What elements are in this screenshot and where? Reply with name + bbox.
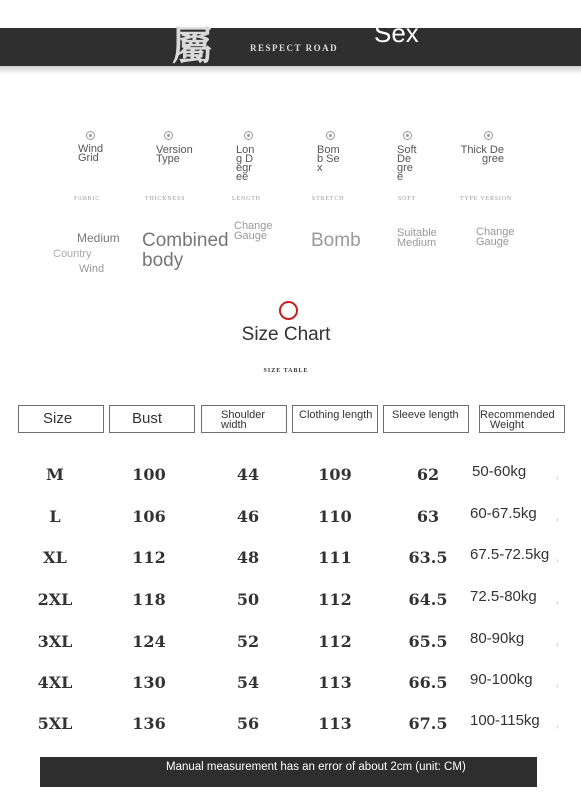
brand-logo-glyph: 屬 <box>172 22 212 69</box>
attribute-label: Wind Grid <box>78 143 104 164</box>
cell-clothing-length: 112 <box>318 590 352 609</box>
chevron-right-icon: › <box>556 640 559 649</box>
cell-shoulder: 46 <box>236 507 260 526</box>
attribute-alt-value: Country <box>53 248 92 260</box>
column-header-shoulder: Shoulder width <box>201 405 287 433</box>
measurement-note: Manual measurement has an error of about 2cm (unit: CM) <box>40 757 537 787</box>
attribute-label: Bomb Sex <box>317 144 340 174</box>
radio-dot-icon <box>164 131 173 140</box>
radio-dot-icon <box>403 131 412 140</box>
column-header-clothing-length: Clothing length <box>292 405 378 433</box>
header-shadow <box>0 66 581 74</box>
chevron-right-icon: › <box>556 515 559 524</box>
attribute-alt-value: Wind <box>79 263 105 275</box>
cell-sleeve: 65.5 <box>408 632 448 651</box>
chevron-right-icon: › <box>556 598 559 607</box>
radio-dot-icon <box>484 131 493 140</box>
chevron-right-icon: › <box>556 473 559 482</box>
attribute-value: Change Gauge <box>476 226 515 248</box>
circle-icon <box>279 301 298 320</box>
column-header-bust: Bust <box>109 405 195 433</box>
cell-sleeve: 64.5 <box>408 590 448 609</box>
attribute-label: Long Degree <box>236 144 255 183</box>
cell-sleeve: 66.5 <box>408 673 448 692</box>
cell-bust: 124 <box>132 632 166 651</box>
cell-size: 5XL <box>37 714 73 733</box>
cell-shoulder: 54 <box>236 673 260 692</box>
column-header-sleeve: Sleeve length <box>383 405 469 433</box>
attribute-value: Medium <box>77 231 120 245</box>
cell-shoulder: 48 <box>236 548 260 567</box>
attribute-label: Version Type <box>156 144 193 165</box>
cell-recommended-weight: 67.5-72.5kg <box>470 546 550 563</box>
cell-bust: 136 <box>132 714 166 733</box>
chevron-right-icon: › <box>556 722 559 731</box>
cell-sleeve: 62 <box>416 465 440 484</box>
brand-subtitle: RESPECT ROAD <box>250 43 339 53</box>
column-header-weight: Recommended Weight <box>479 405 565 433</box>
cell-clothing-length: 112 <box>318 632 352 651</box>
radio-dot-icon <box>326 131 335 140</box>
attribute-value: Bomb <box>311 230 361 251</box>
cell-shoulder: 44 <box>236 465 260 484</box>
attribute-value: Change Gauge <box>234 220 273 242</box>
cell-recommended-weight: 72.5-80kg <box>470 588 537 605</box>
cell-recommended-weight: 80-90kg <box>470 630 525 647</box>
size-chart-title: Size Chart <box>241 324 331 345</box>
cell-shoulder: 56 <box>236 714 260 733</box>
attribute-category: SOFT <box>398 196 416 202</box>
attribute-label: Thick Degree <box>460 144 504 165</box>
cell-bust: 112 <box>132 548 166 567</box>
size-chart-subtitle: SIZE TABLE <box>263 368 309 374</box>
cell-recommended-weight: 60-67.5kg <box>470 505 537 522</box>
cell-clothing-length: 109 <box>318 465 352 484</box>
cell-clothing-length: 110 <box>318 507 352 526</box>
cell-size: L <box>49 507 61 526</box>
attribute-category: STRETCH <box>312 196 345 202</box>
cell-clothing-length: 111 <box>318 548 352 567</box>
cell-shoulder: 52 <box>236 632 260 651</box>
attribute-value: Combined body <box>142 230 229 271</box>
cell-clothing-length: 113 <box>318 714 352 733</box>
cell-sleeve: 63 <box>416 507 440 526</box>
attribute-category: FABRIC <box>74 196 101 202</box>
cell-bust: 100 <box>132 465 166 484</box>
radio-dot-icon <box>86 131 95 140</box>
cell-sleeve: 67.5 <box>408 714 448 733</box>
attribute-category: TYPE VERSION <box>460 196 512 202</box>
cell-size: 3XL <box>37 632 73 651</box>
cell-recommended-weight: 50-60kg <box>472 463 527 480</box>
cell-clothing-length: 113 <box>318 673 352 692</box>
attribute-value: Suitable Medium <box>397 227 437 249</box>
attribute-category: THICKNESS <box>145 196 186 202</box>
cell-bust: 106 <box>132 507 166 526</box>
cell-size: M <box>46 465 64 484</box>
brand-sex-label: Sex <box>374 18 419 48</box>
cell-bust: 130 <box>132 673 166 692</box>
cell-size: 4XL <box>37 673 73 692</box>
cell-shoulder: 50 <box>236 590 260 609</box>
radio-dot-icon <box>244 131 253 140</box>
cell-recommended-weight: 90-100kg <box>470 671 533 688</box>
cell-size: 2XL <box>37 590 73 609</box>
cell-recommended-weight: 100-115kg <box>470 712 540 729</box>
chevron-right-icon: › <box>556 681 559 690</box>
chevron-right-icon: › <box>556 556 559 565</box>
cell-size: XL <box>43 548 67 567</box>
column-header-size: Size <box>18 405 104 433</box>
cell-bust: 118 <box>132 590 166 609</box>
attribute-category: LENGTH <box>232 196 261 202</box>
attribute-label: Soft Degree <box>397 144 417 183</box>
cell-sleeve: 63.5 <box>408 548 448 567</box>
